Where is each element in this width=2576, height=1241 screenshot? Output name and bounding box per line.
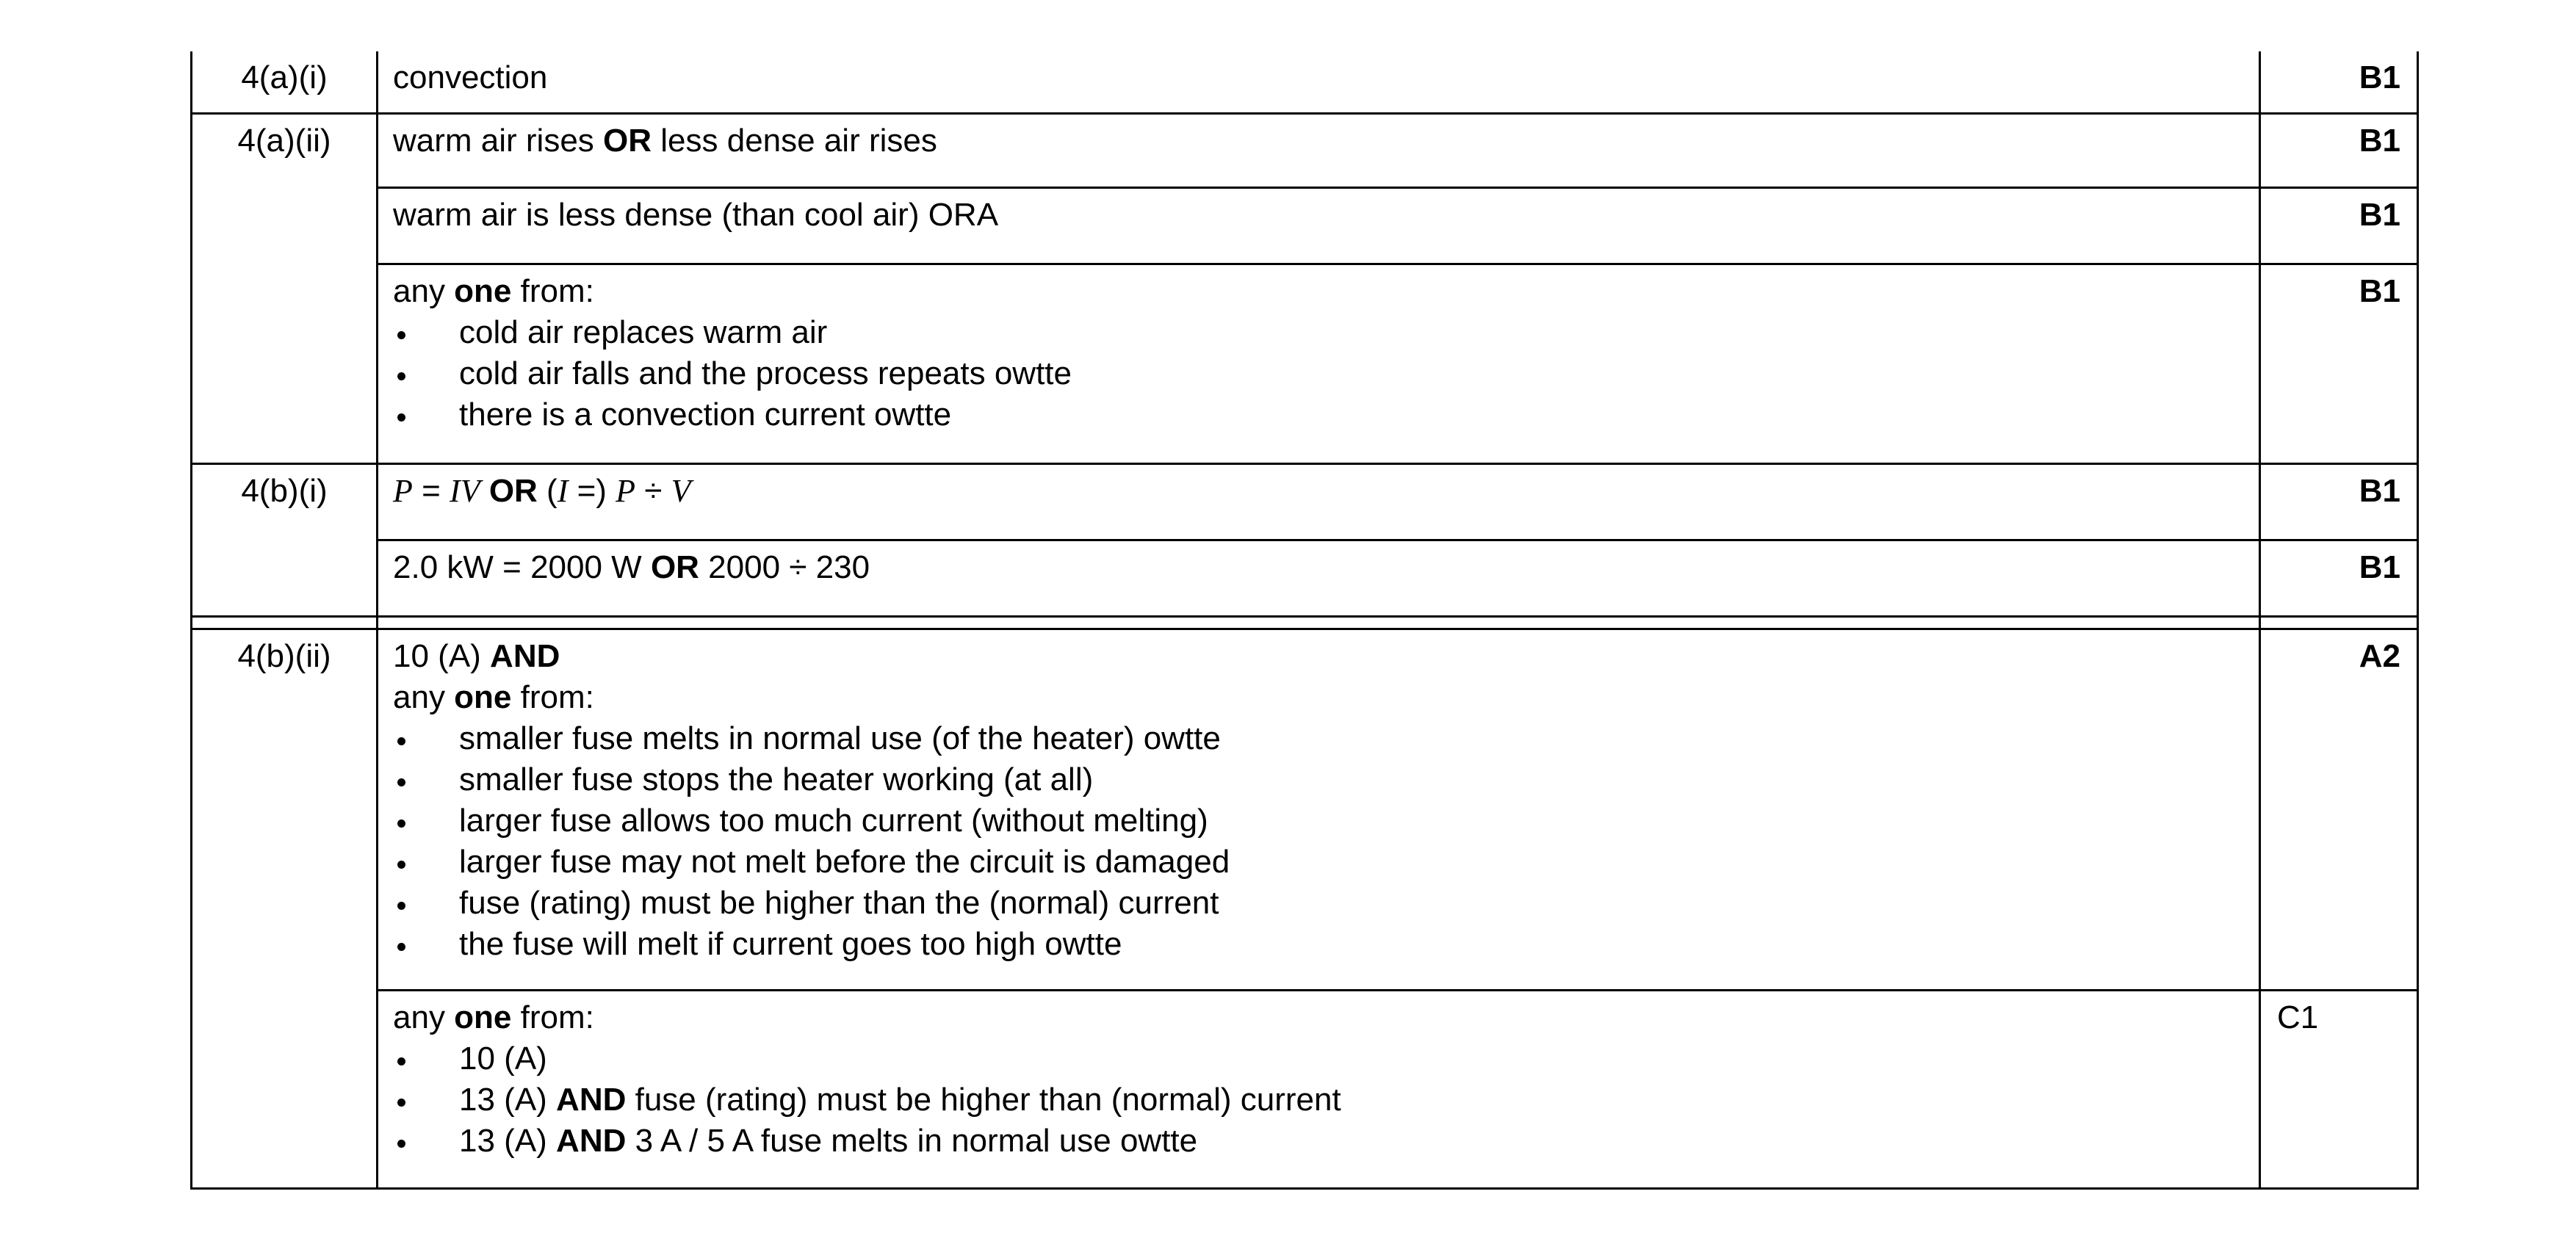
list-item: fuse (rating) must be higher than the (normal) current (393, 883, 2244, 924)
mark-cell: B1 (2260, 463, 2418, 540)
any-one-from-intro: any one from: (393, 999, 594, 1035)
list-item: 13 (A) AND fuse (rating) must be higher than (normal) current (393, 1079, 2244, 1121)
separator-cell (192, 616, 378, 629)
formula-symbol: P (393, 472, 413, 509)
question-number: 4(a)(ii) (192, 113, 378, 463)
formula-text: ÷ (635, 472, 671, 509)
table-row (192, 113, 2418, 187)
table-row (192, 51, 2418, 113)
bullet-list (393, 1038, 2244, 1162)
mark-cell: B1 (2260, 187, 2418, 264)
answer-cell (378, 264, 2260, 463)
or-keyword: OR (650, 549, 699, 585)
list-item: there is a convection current owtte (393, 394, 2244, 435)
formula-text: = (412, 472, 450, 509)
answer-cell (378, 113, 2260, 187)
formula-symbol: V (671, 472, 691, 509)
mark-cell: B1 (2260, 264, 2418, 463)
answer-text: less dense air rises (652, 122, 937, 159)
list-item: the fuse will melt if current goes too high owtte (393, 924, 2244, 965)
mark-cell: C1 (2260, 990, 2418, 1188)
or-keyword: OR (603, 122, 652, 159)
bullet-list (393, 312, 2244, 435)
answer-text: 2000 ÷ 230 (699, 549, 870, 585)
answer-text: warm air is less dense (than cool air) ORA (393, 196, 999, 233)
formula-symbol: IV (450, 472, 480, 509)
bullet-list (393, 718, 2244, 965)
answer-cell (378, 51, 2260, 113)
mark-cell: B1 (2260, 51, 2418, 113)
list-item: smaller fuse stops the heater working (at all) (393, 759, 2244, 800)
answer-cell (378, 187, 2260, 264)
question-number: 4(a)(i) (192, 51, 378, 113)
any-one-from-intro: any one from: (393, 679, 594, 715)
mark-scheme-table (190, 51, 2419, 1190)
separator-row (192, 616, 2418, 629)
mark-cell: A2 (2260, 629, 2418, 990)
formula-symbol: I (557, 472, 569, 509)
mark-cell: B1 (2260, 113, 2418, 187)
table-row (192, 463, 2418, 540)
list-item: 13 (A) AND 3 A / 5 A fuse melts in normal use owtte (393, 1121, 2244, 1162)
table-row (192, 264, 2418, 463)
formula-symbol: P (616, 472, 636, 509)
table-row (192, 187, 2418, 264)
separator-cell (2260, 616, 2418, 629)
answer-cell (378, 629, 2260, 990)
formula-text: ( (537, 472, 558, 509)
formula-text: =) (568, 472, 616, 509)
list-item: larger fuse allows too much current (without melting) (393, 800, 2244, 842)
list-item: cold air falls and the process repeats owtte (393, 353, 2244, 394)
separator-cell (378, 616, 2260, 629)
answer-cell (378, 463, 2260, 540)
list-item: cold air replaces warm air (393, 312, 2244, 353)
mark-cell: B1 (2260, 540, 2418, 616)
answer-first-line: 10 (A) AND (393, 637, 560, 674)
answer-text: convection (393, 59, 548, 95)
question-number: 4(b)(ii) (192, 629, 378, 1188)
answer-cell (378, 540, 2260, 616)
list-item: smaller fuse melts in normal use (of the heater) owtte (393, 718, 2244, 759)
table-row (192, 990, 2418, 1188)
any-one-from-intro: any one from: (393, 272, 594, 309)
answer-text: warm air rises (393, 122, 604, 159)
table-row (192, 540, 2418, 616)
answer-cell (378, 990, 2260, 1188)
answer-text: 2.0 kW = 2000 W (393, 549, 651, 585)
table-row (192, 629, 2418, 990)
question-number: 4(b)(i) (192, 463, 378, 616)
or-keyword: OR (488, 472, 538, 509)
list-item: larger fuse may not melt before the circuit is damaged (393, 842, 2244, 883)
list-item: 10 (A) (393, 1038, 2244, 1079)
